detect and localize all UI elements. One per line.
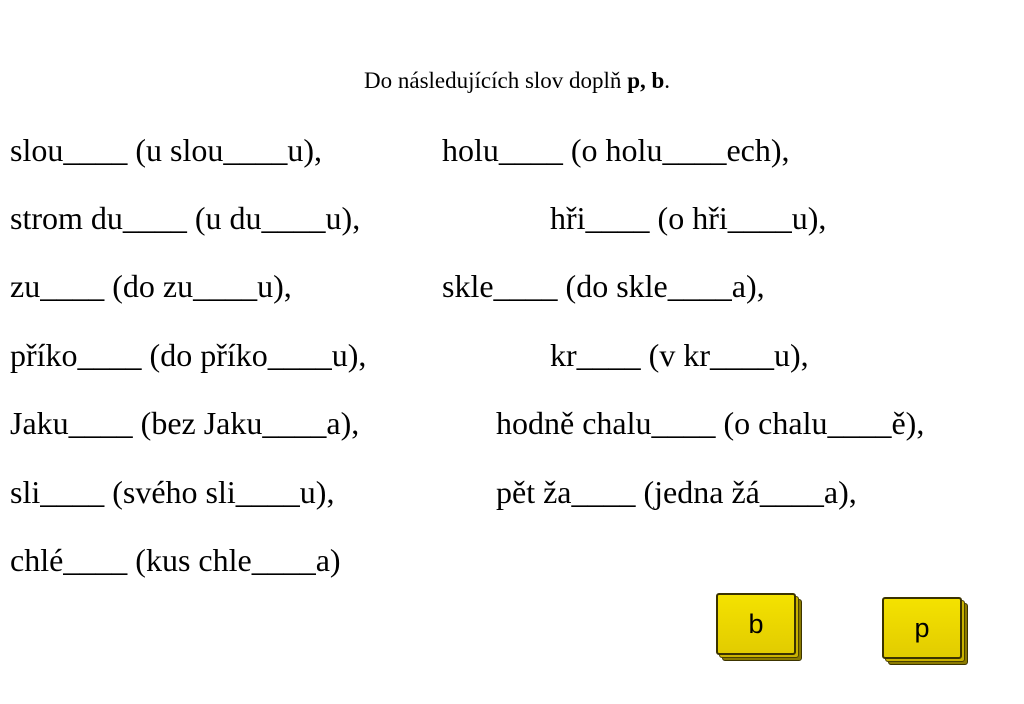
instruction-main: Do následujících slov doplň	[364, 68, 628, 93]
phrase-row-5-left[interactable]: Jaku____ (bez Jaku____a),	[10, 405, 360, 441]
phrase-row-4-right[interactable]: kr____ (v kr____u),	[550, 337, 809, 373]
phrase-row-1-right[interactable]: holu____ (o holu____ech),	[442, 132, 790, 168]
phrase-row-3-right[interactable]: skle____ (do skle____a),	[442, 268, 765, 304]
phrase-row-6-right[interactable]: pět ža____ (jedna žá____a),	[496, 474, 857, 510]
phrase-row-3-left[interactable]: zu____ (do zu____u),	[10, 268, 292, 304]
tile-p-label[interactable]: p	[882, 597, 962, 659]
instruction-end: .	[664, 68, 671, 93]
phrase-row-4-left[interactable]: příko____ (do příko____u),	[10, 337, 367, 373]
letter-tile-p[interactable]	[882, 597, 966, 663]
instruction-text	[364, 66, 670, 96]
phrase-row-2-left[interactable]: strom du____ (u du____u),	[10, 200, 361, 236]
phrase-row-7-left[interactable]: chlé____ (kus chle____a)	[10, 542, 341, 578]
tile-b-label[interactable]: b	[716, 593, 796, 655]
phrase-row-1-left[interactable]: slou____ (u slou____u),	[10, 132, 322, 168]
instruction-letters: p, b	[627, 68, 665, 93]
phrase-row-5-right[interactable]: hodně chalu____ (o chalu____ě),	[496, 405, 925, 441]
phrase-row-2-right[interactable]: hři____ (o hři____u),	[550, 200, 827, 236]
phrase-row-6-left[interactable]: sli____ (svého sli____u),	[10, 474, 335, 510]
letter-tile-b[interactable]	[716, 593, 800, 659]
